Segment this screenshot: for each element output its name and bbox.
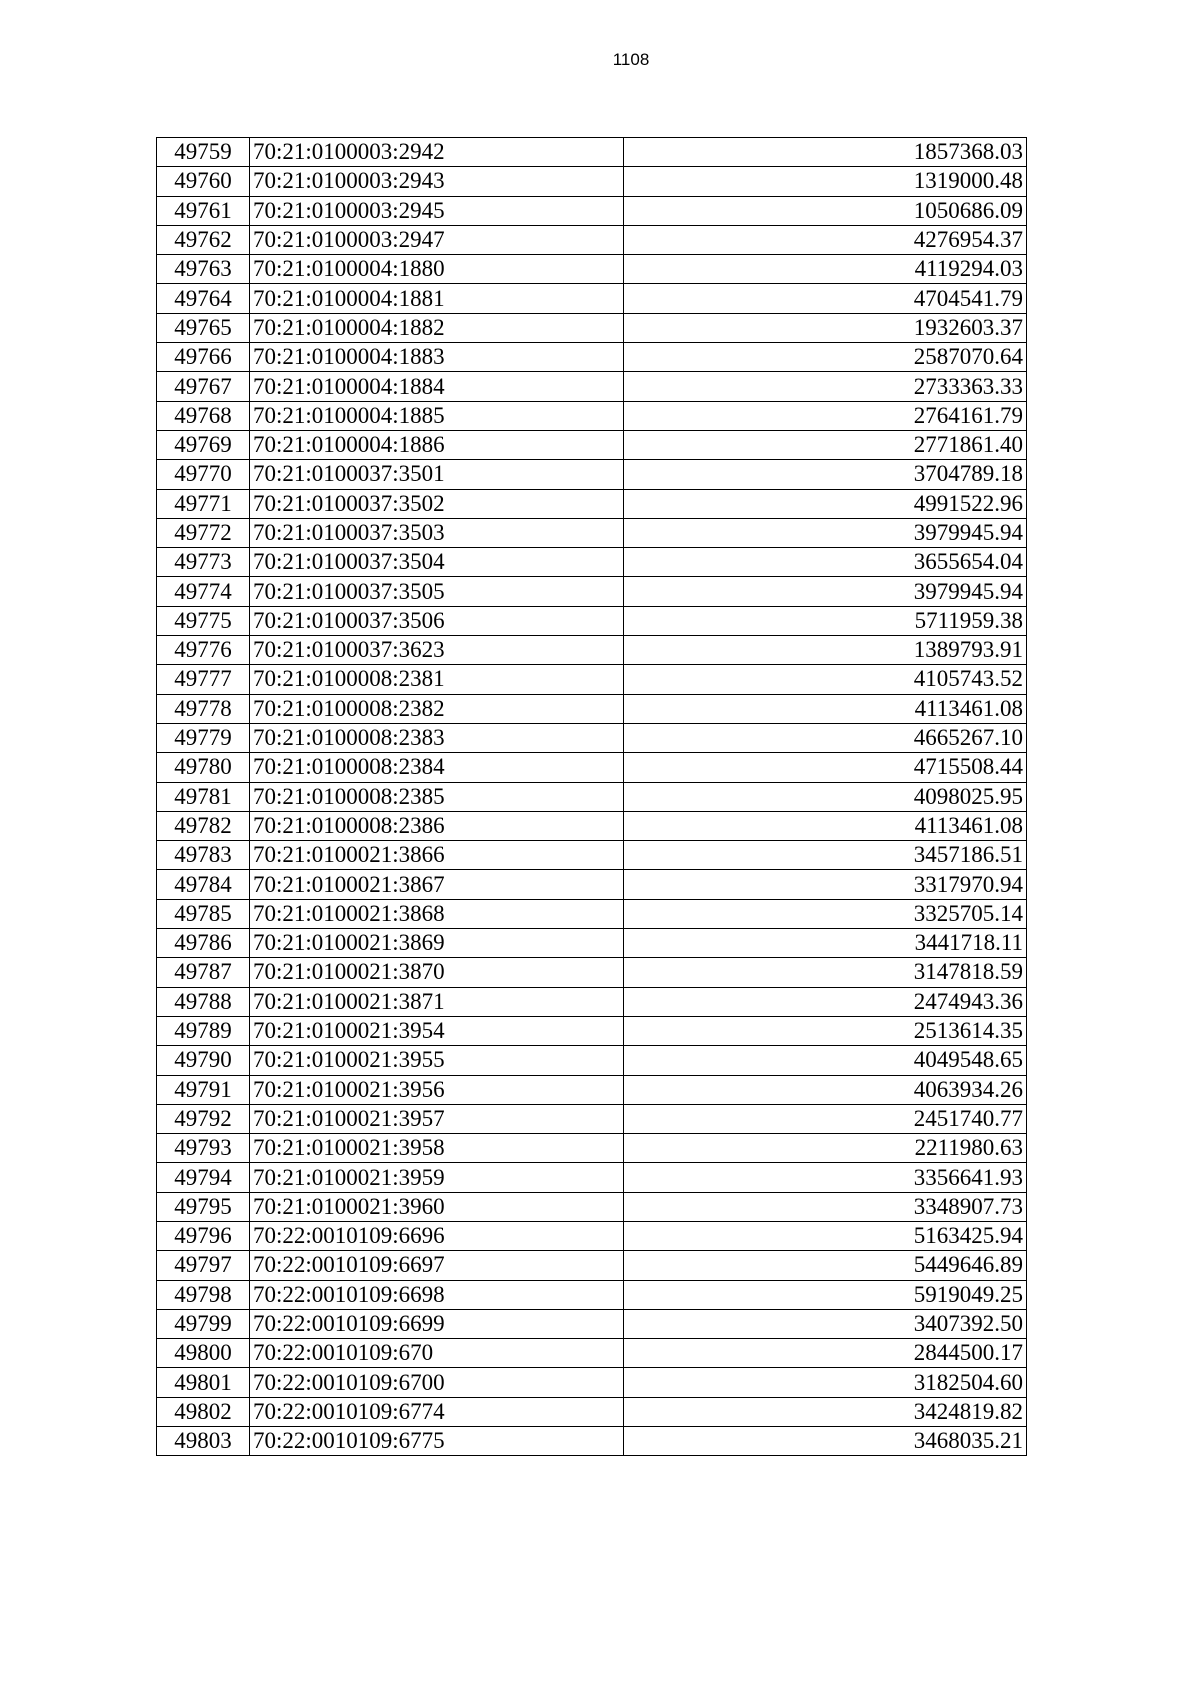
row-number-cell: 49773 xyxy=(157,548,250,577)
table-row xyxy=(157,518,1027,547)
row-number-cell: 49795 xyxy=(157,1192,250,1221)
table-row xyxy=(157,167,1027,196)
table-row xyxy=(157,606,1027,635)
table-row xyxy=(157,929,1027,958)
cadastral-number-cell: 70:21:0100004:1886 xyxy=(250,430,624,459)
table-row xyxy=(157,489,1027,518)
cadastral-number-cell: 70:21:0100037:3501 xyxy=(250,460,624,489)
cadastral-number-cell: 70:21:0100021:3960 xyxy=(250,1192,624,1221)
value-cell: 3356641.93 xyxy=(624,1163,1027,1192)
row-number-cell: 49762 xyxy=(157,225,250,254)
cadastral-number-cell: 70:21:0100003:2943 xyxy=(250,167,624,196)
table-row xyxy=(157,313,1027,342)
value-cell: 2474943.36 xyxy=(624,987,1027,1016)
table-row xyxy=(157,811,1027,840)
cadastral-number-cell: 70:22:0010109:6698 xyxy=(250,1280,624,1309)
value-cell: 2764161.79 xyxy=(624,401,1027,430)
value-cell: 4105743.52 xyxy=(624,665,1027,694)
cadastral-number-cell: 70:21:0100021:3955 xyxy=(250,1046,624,1075)
table-row xyxy=(157,1192,1027,1221)
table-row xyxy=(157,1046,1027,1075)
table-body xyxy=(157,138,1027,1456)
value-cell: 3317970.94 xyxy=(624,870,1027,899)
cadastral-number-cell: 70:21:0100008:2381 xyxy=(250,665,624,694)
value-cell: 2513614.35 xyxy=(624,1016,1027,1045)
row-number-cell: 49776 xyxy=(157,636,250,665)
value-cell: 4113461.08 xyxy=(624,694,1027,723)
value-cell: 3325705.14 xyxy=(624,899,1027,928)
row-number-cell: 49781 xyxy=(157,782,250,811)
table-row xyxy=(157,1368,1027,1397)
cadastral-number-cell: 70:21:0100037:3623 xyxy=(250,636,624,665)
row-number-cell: 49763 xyxy=(157,255,250,284)
value-cell: 5449646.89 xyxy=(624,1251,1027,1280)
row-number-cell: 49788 xyxy=(157,987,250,1016)
table-row xyxy=(157,1075,1027,1104)
value-cell: 4049548.65 xyxy=(624,1046,1027,1075)
table-row xyxy=(157,665,1027,694)
row-number-cell: 49774 xyxy=(157,577,250,606)
value-cell: 4991522.96 xyxy=(624,489,1027,518)
table-row xyxy=(157,372,1027,401)
cadastral-number-cell: 70:22:0010109:6700 xyxy=(250,1368,624,1397)
value-cell: 4276954.37 xyxy=(624,225,1027,254)
cadastral-number-cell: 70:21:0100021:3870 xyxy=(250,958,624,987)
cadastral-number-cell: 70:21:0100004:1882 xyxy=(250,313,624,342)
value-cell: 2451740.77 xyxy=(624,1104,1027,1133)
table-row xyxy=(157,460,1027,489)
value-cell: 2587070.64 xyxy=(624,343,1027,372)
table-row xyxy=(157,1427,1027,1456)
value-cell: 3407392.50 xyxy=(624,1309,1027,1338)
table-row xyxy=(157,987,1027,1016)
cadastral-number-cell: 70:21:0100004:1884 xyxy=(250,372,624,401)
table-row xyxy=(157,1339,1027,1368)
row-number-cell: 49790 xyxy=(157,1046,250,1075)
cadastral-number-cell: 70:22:0010109:6775 xyxy=(250,1427,624,1456)
row-number-cell: 49778 xyxy=(157,694,250,723)
cadastral-number-cell: 70:21:0100021:3957 xyxy=(250,1104,624,1133)
value-cell: 5919049.25 xyxy=(624,1280,1027,1309)
row-number-cell: 49771 xyxy=(157,489,250,518)
value-cell: 3457186.51 xyxy=(624,841,1027,870)
row-number-cell: 49777 xyxy=(157,665,250,694)
row-number-cell: 49796 xyxy=(157,1221,250,1250)
row-number-cell: 49798 xyxy=(157,1280,250,1309)
row-number-cell: 49783 xyxy=(157,841,250,870)
value-cell: 1389793.91 xyxy=(624,636,1027,665)
table-row xyxy=(157,577,1027,606)
value-cell: 3655654.04 xyxy=(624,548,1027,577)
row-number-cell: 49785 xyxy=(157,899,250,928)
row-number-cell: 49784 xyxy=(157,870,250,899)
value-cell: 4665267.10 xyxy=(624,723,1027,752)
table-row xyxy=(157,1104,1027,1133)
table-row xyxy=(157,899,1027,928)
row-number-cell: 49786 xyxy=(157,929,250,958)
row-number-cell: 49775 xyxy=(157,606,250,635)
table-row xyxy=(157,958,1027,987)
value-cell: 4704541.79 xyxy=(624,284,1027,313)
row-number-cell: 49766 xyxy=(157,343,250,372)
table-row xyxy=(157,548,1027,577)
row-number-cell: 49792 xyxy=(157,1104,250,1133)
value-cell: 2844500.17 xyxy=(624,1339,1027,1368)
row-number-cell: 49780 xyxy=(157,753,250,782)
table-row xyxy=(157,870,1027,899)
row-number-cell: 49803 xyxy=(157,1427,250,1456)
value-cell: 1050686.09 xyxy=(624,196,1027,225)
row-number-cell: 49802 xyxy=(157,1397,250,1426)
value-cell: 4063934.26 xyxy=(624,1075,1027,1104)
row-number-cell: 49782 xyxy=(157,811,250,840)
cadastral-number-cell: 70:22:0010109:6699 xyxy=(250,1309,624,1338)
row-number-cell: 49797 xyxy=(157,1251,250,1280)
table-row xyxy=(157,343,1027,372)
table-row xyxy=(157,1251,1027,1280)
value-cell: 4113461.08 xyxy=(624,811,1027,840)
cadastral-number-cell: 70:21:0100021:3954 xyxy=(250,1016,624,1045)
row-number-cell: 49801 xyxy=(157,1368,250,1397)
cadastral-number-cell: 70:21:0100003:2942 xyxy=(250,138,624,167)
cadastral-value-table xyxy=(156,137,1027,1456)
row-number-cell: 49767 xyxy=(157,372,250,401)
cadastral-number-cell: 70:21:0100021:3959 xyxy=(250,1163,624,1192)
row-number-cell: 49761 xyxy=(157,196,250,225)
cadastral-number-cell: 70:22:0010109:6774 xyxy=(250,1397,624,1426)
value-cell: 5711959.38 xyxy=(624,606,1027,635)
cadastral-number-cell: 70:21:0100037:3502 xyxy=(250,489,624,518)
cadastral-number-cell: 70:22:0010109:6697 xyxy=(250,1251,624,1280)
cadastral-number-cell: 70:21:0100004:1883 xyxy=(250,343,624,372)
table-row xyxy=(157,401,1027,430)
row-number-cell: 49794 xyxy=(157,1163,250,1192)
table-row xyxy=(157,841,1027,870)
cadastral-number-cell: 70:21:0100004:1880 xyxy=(250,255,624,284)
row-number-cell: 49760 xyxy=(157,167,250,196)
table-row xyxy=(157,1163,1027,1192)
row-number-cell: 49772 xyxy=(157,518,250,547)
cadastral-number-cell: 70:21:0100021:3868 xyxy=(250,899,624,928)
row-number-cell: 49769 xyxy=(157,430,250,459)
table-row xyxy=(157,138,1027,167)
value-cell: 4119294.03 xyxy=(624,255,1027,284)
row-number-cell: 49768 xyxy=(157,401,250,430)
value-cell: 3348907.73 xyxy=(624,1192,1027,1221)
cadastral-number-cell: 70:22:0010109:6696 xyxy=(250,1221,624,1250)
row-number-cell: 49770 xyxy=(157,460,250,489)
table-row xyxy=(157,1134,1027,1163)
cadastral-number-cell: 70:21:0100003:2945 xyxy=(250,196,624,225)
cadastral-number-cell: 70:21:0100008:2384 xyxy=(250,753,624,782)
row-number-cell: 49764 xyxy=(157,284,250,313)
cadastral-number-cell: 70:21:0100037:3504 xyxy=(250,548,624,577)
value-cell: 3979945.94 xyxy=(624,577,1027,606)
table-row xyxy=(157,636,1027,665)
cadastral-number-cell: 70:21:0100021:3871 xyxy=(250,987,624,1016)
row-number-cell: 49799 xyxy=(157,1309,250,1338)
cadastral-number-cell: 70:21:0100021:3869 xyxy=(250,929,624,958)
value-cell: 3424819.82 xyxy=(624,1397,1027,1426)
value-cell: 4098025.95 xyxy=(624,782,1027,811)
table-row xyxy=(157,430,1027,459)
cadastral-number-cell: 70:22:0010109:670 xyxy=(250,1339,624,1368)
cadastral-number-cell: 70:21:0100008:2386 xyxy=(250,811,624,840)
table-row xyxy=(157,225,1027,254)
table-row xyxy=(157,1280,1027,1309)
value-cell: 3441718.11 xyxy=(624,929,1027,958)
cadastral-number-cell: 70:21:0100037:3503 xyxy=(250,518,624,547)
value-cell: 1319000.48 xyxy=(624,167,1027,196)
value-cell: 4715508.44 xyxy=(624,753,1027,782)
cadastral-number-cell: 70:21:0100008:2385 xyxy=(250,782,624,811)
cadastral-number-cell: 70:21:0100037:3506 xyxy=(250,606,624,635)
row-number-cell: 49789 xyxy=(157,1016,250,1045)
value-cell: 2211980.63 xyxy=(624,1134,1027,1163)
table-row xyxy=(157,196,1027,225)
row-number-cell: 49791 xyxy=(157,1075,250,1104)
table-row xyxy=(157,753,1027,782)
value-cell: 3979945.94 xyxy=(624,518,1027,547)
page-number: 1108 xyxy=(612,50,650,69)
table-row xyxy=(157,1309,1027,1338)
table-row xyxy=(157,284,1027,313)
cadastral-number-cell: 70:21:0100021:3958 xyxy=(250,1134,624,1163)
cadastral-number-cell: 70:21:0100021:3866 xyxy=(250,841,624,870)
table-row xyxy=(157,723,1027,752)
cadastral-number-cell: 70:21:0100008:2383 xyxy=(250,723,624,752)
row-number-cell: 49793 xyxy=(157,1134,250,1163)
table-row xyxy=(157,694,1027,723)
value-cell: 3468035.21 xyxy=(624,1427,1027,1456)
cadastral-number-cell: 70:21:0100003:2947 xyxy=(250,225,624,254)
value-cell: 1857368.03 xyxy=(624,138,1027,167)
row-number-cell: 49765 xyxy=(157,313,250,342)
row-number-cell: 49787 xyxy=(157,958,250,987)
table-row xyxy=(157,1397,1027,1426)
row-number-cell: 49779 xyxy=(157,723,250,752)
table-row xyxy=(157,1221,1027,1250)
cadastral-number-cell: 70:21:0100004:1881 xyxy=(250,284,624,313)
table-row xyxy=(157,1016,1027,1045)
value-cell: 3182504.60 xyxy=(624,1368,1027,1397)
cadastral-number-cell: 70:21:0100021:3956 xyxy=(250,1075,624,1104)
value-cell: 2733363.33 xyxy=(624,372,1027,401)
cadastral-number-cell: 70:21:0100008:2382 xyxy=(250,694,624,723)
cadastral-number-cell: 70:21:0100037:3505 xyxy=(250,577,624,606)
row-number-cell: 49759 xyxy=(157,138,250,167)
value-cell: 5163425.94 xyxy=(624,1221,1027,1250)
table-row xyxy=(157,255,1027,284)
cadastral-number-cell: 70:21:0100004:1885 xyxy=(250,401,624,430)
cadastral-number-cell: 70:21:0100021:3867 xyxy=(250,870,624,899)
value-cell: 3147818.59 xyxy=(624,958,1027,987)
row-number-cell: 49800 xyxy=(157,1339,250,1368)
table-row xyxy=(157,782,1027,811)
value-cell: 2771861.40 xyxy=(624,430,1027,459)
value-cell: 3704789.18 xyxy=(624,460,1027,489)
value-cell: 1932603.37 xyxy=(624,313,1027,342)
